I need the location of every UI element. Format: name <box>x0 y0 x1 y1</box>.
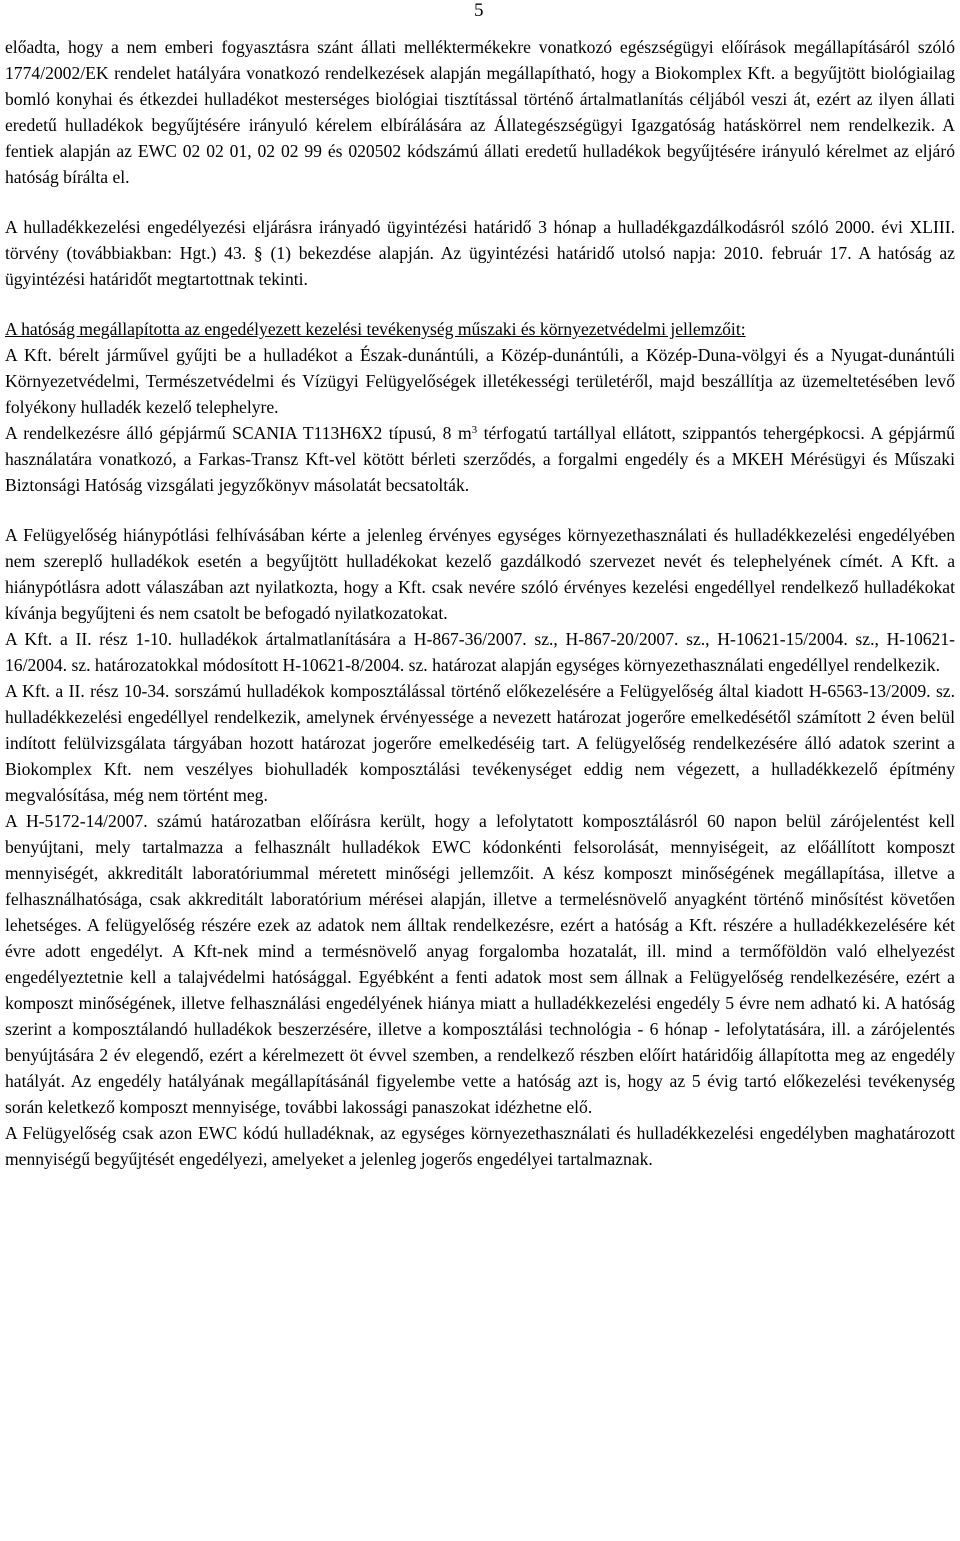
cubic-superscript: 3 <box>471 424 478 436</box>
vehicle-text-start: A rendelkezésre álló gépjármű SCANIA T113H6X2 típusú, 8 m <box>5 423 472 443</box>
paragraph-ewc-authorization: A Felügyelőség csak azon EWC kódú hulladéknak, az egységes környezethasználati és hulladékkezelési engedélyben maghatározott mennyiségű begyűjtését engedélyezi, amelyeket a jelenleg jogerős engedélyei tartalmaznak. <box>5 1123 955 1169</box>
section-heading-characteristics: A hatóság megállapította az engedélyezett kezelési tevékenység műszaki és környezetvédelmi jellemzőit: <box>5 319 746 339</box>
paragraph-collection: A Kft. bérelt járművel gyűjti be a hulladékot a Észak-dunántúli, a Közép-dunántúli, a Közép-Duna-völgyi és a Nyugat-dunántúli Környezetvédelmi, Természetvédelmi és Vízügyi Felügyelőségek illetékességi területéről, majd beszállítja az üzemeltetésében levő folyékony hulladék kezelő telephelyre. <box>5 345 955 417</box>
paragraph-deficiency-notice: A Felügyelőség hiánypótlási felhívásában kérte a jelenleg érvényes egységes környezethasználati és hulladékkezelési engedélyében nem szereplő hulladékok esetén a begyűjtött hulladékokat kezelő gazdálkodó szervezet nevét és telephelyének címét. A Kft. a hiánypótlásra adott válaszában azt nyilatkozta, hogy a Kft. csak nevére szóló érvényes kezelési engedéllyel rendelkező hulladékokat kívánja begyűjteni és nem csatolt be befogadó nyilatkozatokat. <box>5 525 955 623</box>
page-number: 5 <box>474 0 484 21</box>
paragraph-disposal-permit: A Kft. a II. rész 1-10. hulladékok ártalmatlanítására a H-867-36/2007. sz., H-867-20/2007. sz., H-10621-15/2004. sz., H-10621-16/2004. sz. határozatokkal módosított H-10621-8/2004. sz. határozat alapján egységes környezethasználati engedéllyel rendelkezik. <box>5 629 955 675</box>
paragraph-composting-permit: A Kft. a II. rész 10-34. sorszámú hulladékok komposztálással történő előkezelésére a Felügyelőség által kiadott H-6563-13/2009. sz. hulladékkezelési engedéllyel rendelkezik, amelynek érvényessége a nevezett határozat jogerőre emelkedésétől számított 2 éven belül indított felülvizsgálata tárgyában hozott határozat jogerőre emelkedéséig tart. A felügyelőség rendelkezésére álló adatok szerint a Biokomplex Kft. nem veszélyes biohulladék komposztálási tevékenységet eddig nem végezett, a hulladékkezelő építmény megvalósítása, még nem történt meg. <box>5 681 955 805</box>
paragraph-final-report: A H-5172-14/2007. számú határozatban előírásra került, hogy a lefolytatott komposztálásról 60 napon belül zárójelentést kell benyújtani, mely tartalmazza a felhasznált hulladékok EWC kódonkénti felsorolását, mennyiségeit, az előállított komposzt mennyiségét, akkreditált laboratóriummal méretett minőségi jellemzőit. A kész komposzt minőségének megállapítása, illetve a felhasználhatósága, csak akkreditált laboratórium mérései alapján, illetve a termelésnövelő anyagként történő minősítést követően lehetséges. A felügyelőség részére ezek az adatok nem álltak rendelkezésre, ezért a hatóság a Kft. részére a hulladékkezelésére két évre adott engedélyt. A Kft-nek mind a termésnövelő anyag forgalomba hozatalát, ill. mind a termőföldön való elhelyezést engedélyeztetnie kell a talajvédelmi hatósággal. Egyébként a fenti adatok most sem állnak a Felügyelőség rendelkezésére, ezért a komposzt minőségének, illetve felhasználási engedélyének hiánya miatt a hulladékkezelési engedély 5 évre nem adható ki. A hatóság szerint a komposztálandó hulladékok beszerzésére, illetve a komposztálási technológia - 6 hónap - lefolytatására, ill. a zárójelentés benyújtására 2 év elegendő, ezért a kérelmezett öt évvel szemben, a rendelkező részben előírt határidőig állapította meg az engedély hatályát. Az engedély hatályának megállapításánál figyelembe vette a hatóság azt is, hogy az 5 évig tartó előkezelési tevékenység során keletkező komposzt mennyisége, további lakossági panaszokat idézhetne elő. <box>5 811 955 1117</box>
paragraph-deadline: A hulladékkezelési engedélyezési eljárásra irányadó ügyintézési határidő 3 hónap a hulladékgazdálkodásról szóló 2000. évi XLIII. törvény (továbbiakban: Hgt.) 43. § (1) bekezdése alapján. Az ügyintézési határidő utolsó napja: 2010. február 17. A hatóság az ügyintézési határidőt megtartottnak tekinti. <box>5 217 955 289</box>
document-body <box>5 34 955 1172</box>
paragraph-ruling-basis: előadta, hogy a nem emberi fogyasztásra szánt állati melléktermékekre vonatkozó egészségügyi előírások megállapításáról szóló 1774/2002/EK rendelet hatályára vonatkozó rendelkezések alapján megállapítható, hogy a Biokomplex Kft. a begyűjtött biológiailag bomló konyhai és étkezdei hulladékot mesterséges biológiai tisztítással történő ártalmatlanítás céljából veszi át, ezért az ilyen állati eredetű hulladékok begyűjtésére irányuló kérelem elbírálására az Állategészségügyi Igazgatóság hatáskörrel nem rendelkezik. A fentiek alapján az EWC 02 02 01, 02 02 99 és 020502 kódszámú állati eredetű hulladékok begyűjtésére irányuló kérelmet az eljáró hatóság bírálta el. <box>5 37 955 187</box>
paragraph-vehicle <box>5 420 955 498</box>
vehicle-text-end: térfogatú tartállyal ellátott, szippantós tehergépkocsi. A gépjármű használatára vonatkozó, a Farkas-Transz Kft-vel kötött bérleti szerződés, a forgalmi engedély és a MKEH Mérésügyi és Műszaki Biztonsági Hatóság vizsgálati jegyzőkönyv másolatát becsatolták. <box>5 423 955 495</box>
